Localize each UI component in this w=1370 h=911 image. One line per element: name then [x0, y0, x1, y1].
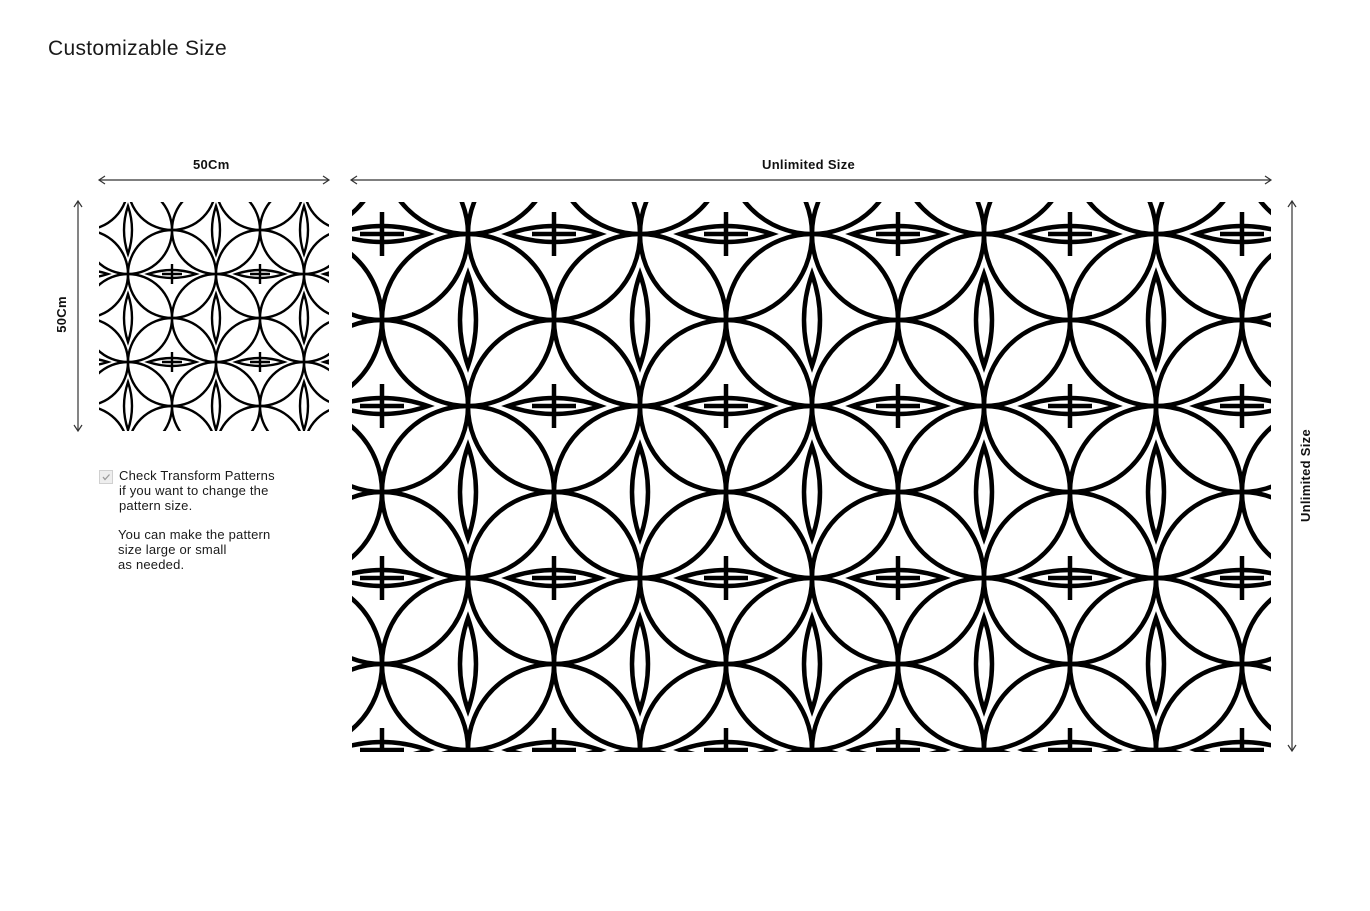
page-title: Customizable Size — [48, 37, 228, 60]
sample-pattern-tile — [99, 202, 329, 431]
check-icon — [101, 472, 111, 482]
note-line-4: You can make the pattern — [118, 527, 271, 542]
note-line-5: size large or small — [118, 542, 227, 557]
sample-pattern-graphic — [99, 202, 329, 431]
note-line-1: Check Transform Patterns — [119, 468, 275, 483]
full-height-label: Unlimited Size — [1298, 428, 1314, 523]
sample-width-label: 50Cm — [193, 157, 230, 172]
sample-height-arrow — [73, 200, 83, 432]
note-line-6: as needed. — [118, 557, 185, 572]
full-width-label: Unlimited Size — [762, 157, 856, 172]
note-line-2: if you want to change the — [119, 483, 269, 498]
full-pattern-graphic — [352, 202, 1271, 752]
transform-patterns-checkbox[interactable] — [99, 470, 113, 484]
full-width-arrow — [350, 175, 1272, 185]
note-line-3: pattern size. — [119, 498, 193, 513]
full-pattern-area — [352, 202, 1271, 752]
full-height-arrow — [1287, 200, 1297, 752]
sample-width-arrow — [98, 175, 330, 185]
transform-note — [99, 468, 309, 572]
sample-height-label: 50Cm — [53, 296, 69, 333]
